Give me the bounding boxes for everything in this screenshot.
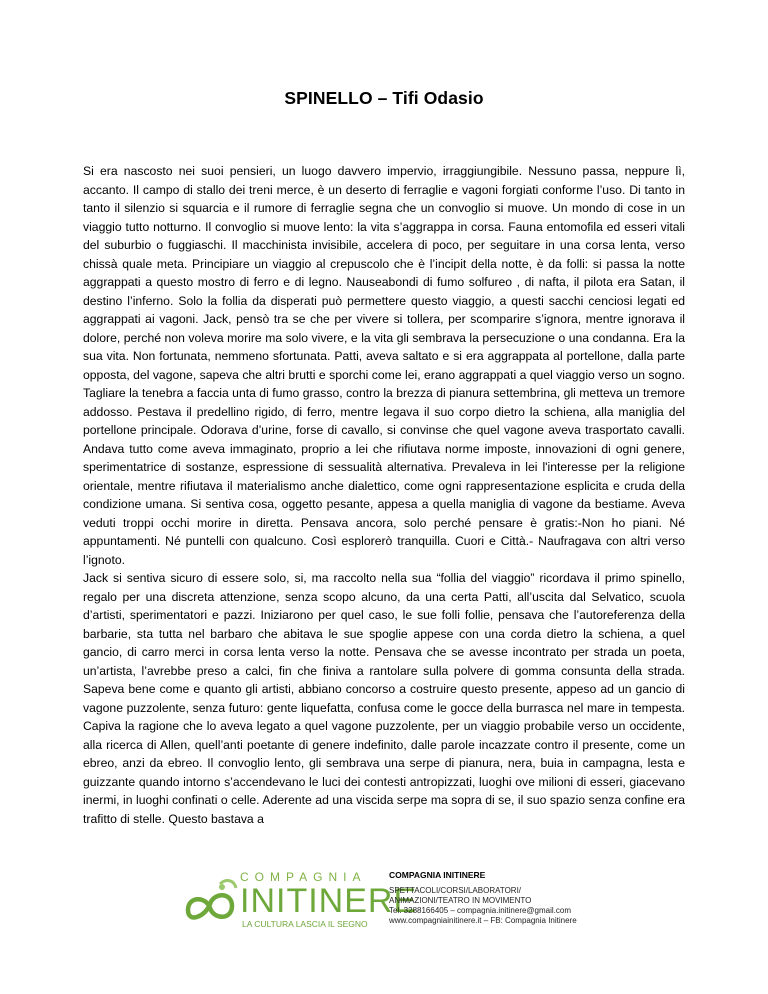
- logo-main-text: INITINERE: [240, 882, 418, 920]
- logo-tagline: LA CULTURA LASCIA IL SEGNO: [242, 919, 368, 929]
- paragraph: Si era nascosto nei suoi pensieri, un luogo davvero impervio, irraggiungibile. Nessuno passa, neppure lì, accanto. Il campo di stallo dei treni merce, è un deserto di ferraglie e vagoni forgiati conforme l’uso. Di tanto in tanto il silenzio si squarcia e il rumore di ferraglie segna che un convoglio si muove. Un mondo di cose in un viaggio tutto notturno. Il convoglio si muove lento: la vita s’aggrappa in corsa. Fauna entomofila ed esseri vitali del suburbio o fuggiaschi. Il macchinista invisibile, accelera di poco, per seguitare in una corsa lenta, verso chissà quale meta. Principiare un viaggio al crepuscolo che è l’incipit della notte, è da folli: si passa la notte aggrappati a questo mostro di ferro e di legno. Nauseabondi di fumo solfureo , di nafta, il pilota era Satan, il destino l’inferno. Solo la follia da disperati può permettere questo viaggio, a questi sacchi cenciosi legati ed aggrappati ai vagoni. Jack, pensò tra se che per vivere si tollera, per scomparire s’ignora, mentre ignorava il dolore, perché non voleva morire ma solo vivere, e la vita gli sembrava la persecuzione o una condanna. Era la sua vita. Non fortunata, nemmeno sfortunata. Patti, aveva saltato e si era aggrappata al portellone, dalla parte opposta, del vagone, sapeva che altri brutti e sporchi come lei, erano aggrappati a quel viaggio verso un sogno. Tagliare la tenebra a faccia unta di fumo grasso, contro la brezza di pianura settembrina, gli metteva un tremore addosso. Pestava il predellino rigido, di ferro, mentre legava il suo corpo dietro la schiena, alla maniglia del portellone principale. Odorava d’urine, forse di cavallo, si convinse che quel vagone aveva trasportato cavalli. Andava tutto come aveva immaginato, proprio a lei che rifiutava norme imposte, innovazioni di ogni genere, sperimentatrice di sostanze, espressione di sessualità alternativa. Prevaleva in lei l'interesse per la religione orientale, mentre rifiutava il materialismo anche dialettico, come ogni rappresentazione esplicita e cruda della condizione umana. Si sentiva cosa, oggetto pesante, appesa a quella maniglia di vagone da bestiame. Aveva veduti troppi occhi morire in diretta. Pensava ancora, solo perché pensare è gratis:-Non ho piani. Né appuntamenti. Né puntelli con qualcuno. Così esplorerò tranquilla. Cuori e Città.- Naufragava con altri verso l’ignoto.: [83, 164, 685, 567]
- logo-top-text: COMPAGNIA: [240, 870, 367, 884]
- company-name: COMPAGNIA INITINERE: [389, 870, 486, 880]
- website-line: www.compagniainitinere.it – FB: Compagnia Initinere: [389, 916, 577, 925]
- document-body: [83, 162, 685, 828]
- company-info: [389, 870, 609, 926]
- services-line: SPETTACOLI/CORSI/LABORATORI/: [389, 886, 522, 895]
- contact-line: Tel. 3288166405 – compagnia.initinere@gmail.com: [389, 906, 572, 915]
- footer: [180, 868, 600, 938]
- document-title: SPINELLO – Tifi Odasio: [284, 88, 484, 108]
- infinity-emblem-icon: [180, 876, 240, 936]
- services-line: ANIMAZIONI/TEATRO IN MOVIMENTO: [389, 896, 532, 905]
- paragraph: Jack si sentiva sicuro di essere solo, si, ma raccolto nella sua “follia del viaggio” ricordava il primo spinello, regalo per una discreta attenzione, senza scopo alcuno, da una certa Patti, all’uscita dal Selvatico, scuola d’artisti, sperimentatori e pazzi. Iniziarono per quel caso, le sue folli follie, pensava che l’autoreferenza della barbarie, sta tutta nel barbaro che abitava le sue spoglie appese con una corda dietro la schiena, a quel gancio, di carro merci in corsa lenta verso la notte. Pensava che se avesse incontrato per strada un poeta, un’artista, l’avrebbe preso a calci, fin che finiva a rantolare sulla polvere di gomma consunta della strada. Sapeva bene come e quanto gli artisti, abbiano concorso a costruire questo presente, appeso ad un gancio di vagone puzzolente, senza futuro: gente liquefatta, confusa come le gocce della burrasca nel mare in tempesta. Capiva la ragione che lo aveva legato a quel vagone puzzolente, per un viaggio probabile verso un occidente, alla ricerca di Allen, quell’anti poetante di genere indefinito, dalle parole incazzate contro il presente, come un ebreo, anzi da ebreo. Il convoglio lento, gli sembrava una serpe di pianura, nera, buia in campagna, lesta e guizzante quando intorno s’accendevano le luci dei contesti antropizzati, luoghi ove milioni di esseri, giacevano inermi, in luoghi confinati o celle. Aderente ad una viscida serpe ma sopra di se, il suo spazio senza confine era trafitto di stelle. Questo bastava a: [83, 571, 685, 826]
- company-logo: [180, 868, 418, 938]
